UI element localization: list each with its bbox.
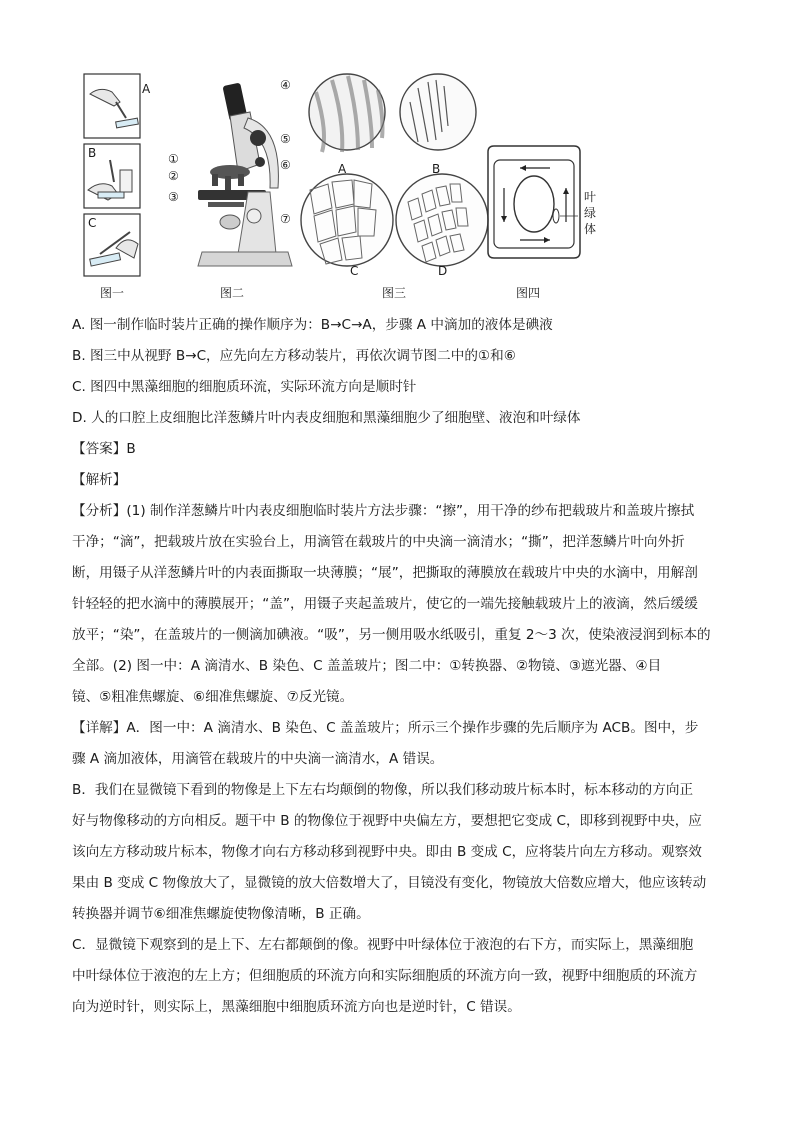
view-label-d: D xyxy=(438,264,448,278)
fig3-caption: 图三 xyxy=(382,286,407,300)
marker-6: ⑥ xyxy=(280,158,291,172)
marker-5: ⑤ xyxy=(280,132,291,146)
microscope-diagram xyxy=(198,83,292,266)
fig4-caption: 图四 xyxy=(516,286,541,300)
marker-7: ⑦ xyxy=(280,212,291,226)
chloroplast-label-3: 体 xyxy=(584,222,597,236)
option-c: C. 图四中黑藻细胞的细胞质环流，实际环流方向是顺时针 xyxy=(72,379,417,395)
answer: 【答案】B xyxy=(72,441,136,457)
detail-line: 转换器并调节⑥细准焦螺旋使物像清晰，B 正确。 xyxy=(72,906,370,922)
chloroplast-label-1: 叶 xyxy=(584,190,597,204)
fig2-caption: 图二 xyxy=(220,286,245,300)
option-d: D. 人的口腔上皮细胞比洋葱鳞片叶内表皮细胞和黑藻细胞少了细胞壁、液泡和叶绿体 xyxy=(72,410,581,426)
field-of-view-group xyxy=(301,74,488,266)
fig1-panel-label-b: B xyxy=(88,146,97,160)
fig1-panel-label-a: A xyxy=(142,82,151,96)
figure1-group xyxy=(84,74,140,276)
detail-line: B．我们在显微镜下看到的物像是上下左右均颠倒的物像，所以我们移动玻片标本时，标本移动的方向正 xyxy=(72,782,694,798)
view-label-c: C xyxy=(350,264,359,278)
fig1-panel-label-c: C xyxy=(88,216,97,230)
view-label-b: B xyxy=(432,162,441,176)
option-b: B. 图三中从视野 B→C，应先向左方移动装片，再依次调节图二中的①和⑥ xyxy=(72,348,516,364)
detail-line: 中叶绿体位于液泡的左上方；但细胞质的环流方向和实际细胞质的环流方向一致，视野中细胞质的环流方 xyxy=(72,968,698,984)
marker-3: ③ xyxy=(168,190,179,204)
detail-line: 果由 B 变成 C 物像放大了，显微镜的放大倍数增大了，目镜没有变化，物镜放大倍数应增大，他应该转动 xyxy=(72,875,707,891)
chloroplast-label-2: 绿 xyxy=(584,206,597,220)
detail-line: 该向左方移动玻片标本，物像才向右方移动移到视野中央。即由 B 变成 C，应将装片向左方移动。观察效 xyxy=(72,844,702,860)
fig1-caption: 图一 xyxy=(100,286,125,300)
analysis-heading: 【解析】 xyxy=(72,472,127,488)
analysis-line: 针轻轻的把水滴中的薄膜展开；“盖”，用镊子夹起盖玻片，使它的一端先接触载玻片上的液滴，然后缓缓 xyxy=(72,596,698,612)
detail-line: 向为逆时针，则实际上，黑藻细胞中细胞质环流方向也是逆时针，C 错误。 xyxy=(72,999,521,1015)
cell-streaming-diagram xyxy=(488,146,580,258)
analysis-line: 镜、⑤粗准焦螺旋、⑥细准焦螺旋、⑦反光镜。 xyxy=(72,689,354,705)
marker-1: ① xyxy=(168,152,179,166)
analysis-line: 放平；“染”，在盖玻片的一侧滴加碘液。“吸”，另一侧用吸水纸吸引，重复 2～3 次，使染液浸润到标本的 xyxy=(72,627,711,643)
analysis-line: 全部。(2) 图一中：A 滴清水、B 染色、C 盖盖玻片；图二中：①转换器、②物镜、③遮光器、④目 xyxy=(72,658,662,674)
option-a: A. 图一制作临时装片正确的操作顺序为：B→C→A，步骤 A 中滴加的液体是碘液 xyxy=(72,317,553,333)
marker-2: ② xyxy=(168,169,179,183)
figure-illustrations xyxy=(80,72,720,302)
view-label-a: A xyxy=(338,162,347,176)
marker-4: ④ xyxy=(280,78,291,92)
figure-row xyxy=(80,72,720,302)
analysis-line: 【分析】(1) 制作洋葱鳞片叶内表皮细胞临时装片方法步骤：“擦”，用干净的纱布把载玻片和盖玻片擦拭 xyxy=(72,503,695,519)
detail-line: C．显微镜下观察到的是上下、左右都颠倒的像。视野中叶绿体位于液泡的右下方，而实际上，黑藻细胞 xyxy=(72,937,694,953)
question-body xyxy=(72,310,732,1023)
analysis-line: 断，用镊子从洋葱鳞片叶的内表面撕取一块薄膜；“展”，把撕取的薄膜放在载玻片中央的水滴中，用解剖 xyxy=(72,565,698,581)
detail-line: 好与物像移动的方向相反。题干中 B 的物像位于视野中央偏左方，要想把它变成 C，即移到视野中央，应 xyxy=(72,813,702,829)
detail-line: 骤 A 滴加液体，用滴管在载玻片的中央滴一滴清水，A 错误。 xyxy=(72,751,444,767)
detail-line: 【详解】A．图一中：A 滴清水、B 染色、C 盖盖玻片；所示三个操作步骤的先后顺序为 ACB。图中，步 xyxy=(72,720,699,736)
analysis-line: 干净；“滴”，把载玻片放在实验台上，用滴管在载玻片的中央滴一滴清水；“撕”，把洋葱鳞片叶向外折 xyxy=(72,534,685,550)
